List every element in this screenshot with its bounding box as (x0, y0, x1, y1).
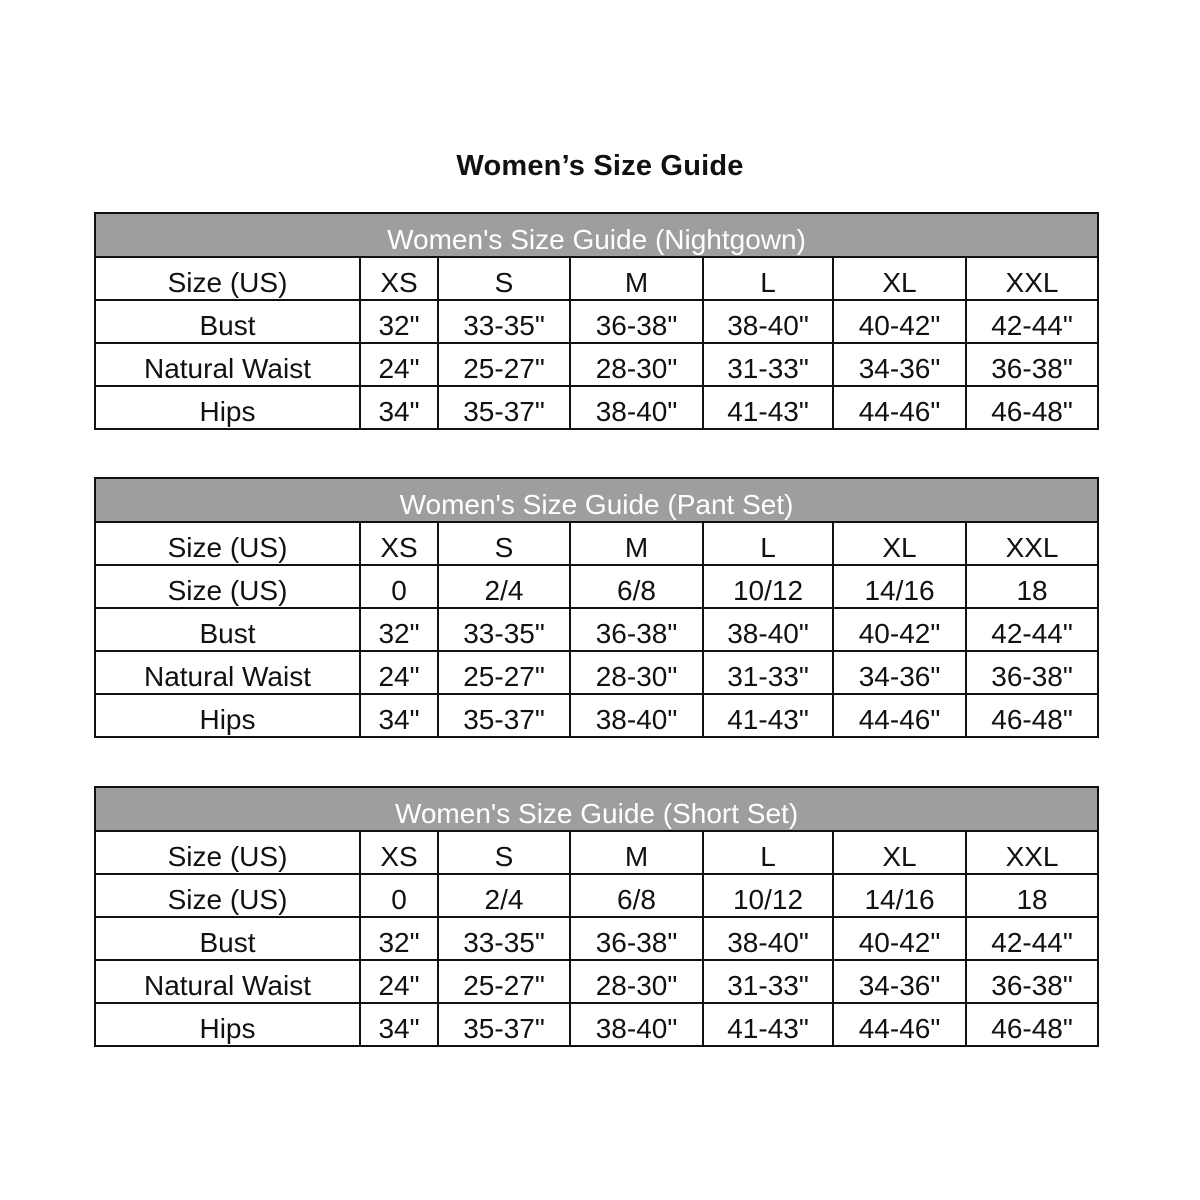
table-cell: 10/12 (703, 874, 833, 917)
size-table-nightgown (94, 212, 1099, 430)
table-cell: 28-30" (570, 651, 703, 694)
table-cell: 31-33" (703, 960, 833, 1003)
table-cell: 32" (360, 300, 438, 343)
table-cell: 33-35" (438, 917, 570, 960)
table-cell: M (570, 522, 703, 565)
table-cell: S (438, 831, 570, 874)
table-row (95, 831, 1098, 874)
row-label: Size (US) (95, 522, 360, 565)
table-cell: 36-38" (570, 917, 703, 960)
table-cell: 38-40" (570, 694, 703, 737)
table-cell: 25-27" (438, 343, 570, 386)
table-cell: XXL (966, 522, 1098, 565)
table-cell: 41-43" (703, 1003, 833, 1046)
table-cell: 38-40" (703, 917, 833, 960)
table-cell: 24" (360, 343, 438, 386)
row-label: Size (US) (95, 831, 360, 874)
size-table-short-set (94, 786, 1099, 1047)
table-row (95, 300, 1098, 343)
table-cell: 6/8 (570, 874, 703, 917)
table-cell: XXL (966, 257, 1098, 300)
table-cell: L (703, 257, 833, 300)
table-cell: 44-46" (833, 386, 966, 429)
table-cell: 35-37" (438, 386, 570, 429)
table-cell: 44-46" (833, 694, 966, 737)
table-caption: Women's Size Guide (Short Set) (95, 787, 1098, 831)
table-cell: 25-27" (438, 960, 570, 1003)
table-cell: 36-38" (966, 651, 1098, 694)
table-row (95, 386, 1098, 429)
table-row (95, 522, 1098, 565)
table-cell: 0 (360, 565, 438, 608)
table-cell: 34-36" (833, 651, 966, 694)
table-cell: 44-46" (833, 1003, 966, 1046)
table-cell: 46-48" (966, 1003, 1098, 1046)
row-label: Size (US) (95, 565, 360, 608)
table-row (95, 694, 1098, 737)
table-caption-row (95, 478, 1098, 522)
table-caption-row (95, 787, 1098, 831)
table-cell: 34" (360, 694, 438, 737)
table-cell: 46-48" (966, 386, 1098, 429)
table-cell: XS (360, 522, 438, 565)
table-cell: 28-30" (570, 343, 703, 386)
table-cell: 33-35" (438, 608, 570, 651)
table-cell: 38-40" (570, 386, 703, 429)
table-cell: L (703, 831, 833, 874)
row-label: Bust (95, 917, 360, 960)
size-table-pant-set (94, 477, 1099, 738)
table-cell: 24" (360, 960, 438, 1003)
table-cell: 0 (360, 874, 438, 917)
table-cell: 31-33" (703, 651, 833, 694)
table-row (95, 651, 1098, 694)
table-cell: 36-38" (570, 608, 703, 651)
table-cell: 14/16 (833, 565, 966, 608)
table-cell: 40-42" (833, 608, 966, 651)
table-cell: 42-44" (966, 917, 1098, 960)
row-label: Natural Waist (95, 960, 360, 1003)
row-label: Hips (95, 694, 360, 737)
table-cell: 31-33" (703, 343, 833, 386)
table-cell: XS (360, 257, 438, 300)
table-cell: 36-38" (966, 960, 1098, 1003)
table-cell: S (438, 257, 570, 300)
table-cell: 14/16 (833, 874, 966, 917)
table-cell: 18 (966, 874, 1098, 917)
table-cell: M (570, 257, 703, 300)
table-cell: 36-38" (966, 343, 1098, 386)
table-caption: Women's Size Guide (Pant Set) (95, 478, 1098, 522)
table-cell: S (438, 522, 570, 565)
table-cell: 36-38" (570, 300, 703, 343)
table-cell: 35-37" (438, 694, 570, 737)
table-cell: 28-30" (570, 960, 703, 1003)
table-row (95, 1003, 1098, 1046)
table-cell: 42-44" (966, 608, 1098, 651)
row-label: Size (US) (95, 874, 360, 917)
table-cell: 42-44" (966, 300, 1098, 343)
table-cell: 41-43" (703, 386, 833, 429)
table-cell: 40-42" (833, 300, 966, 343)
table-row (95, 960, 1098, 1003)
row-label: Natural Waist (95, 343, 360, 386)
table-cell: 18 (966, 565, 1098, 608)
row-label: Size (US) (95, 257, 360, 300)
row-label: Bust (95, 608, 360, 651)
table-cell: 38-40" (570, 1003, 703, 1046)
table-cell: 34-36" (833, 960, 966, 1003)
table-cell: 34-36" (833, 343, 966, 386)
table-caption: Women's Size Guide (Nightgown) (95, 213, 1098, 257)
table-cell: 40-42" (833, 917, 966, 960)
table-cell: 6/8 (570, 565, 703, 608)
table-cell: 2/4 (438, 874, 570, 917)
table-cell: 24" (360, 651, 438, 694)
table-cell: XL (833, 522, 966, 565)
table-cell: 34" (360, 1003, 438, 1046)
table-cell: 2/4 (438, 565, 570, 608)
table-caption-row (95, 213, 1098, 257)
table-cell: L (703, 522, 833, 565)
row-label: Hips (95, 386, 360, 429)
table-row (95, 917, 1098, 960)
table-row (95, 257, 1098, 300)
table-cell: XXL (966, 831, 1098, 874)
page-title: Women’s Size Guide (456, 150, 744, 182)
table-cell: 10/12 (703, 565, 833, 608)
table-cell: 41-43" (703, 694, 833, 737)
table-cell: 25-27" (438, 651, 570, 694)
table-cell: 46-48" (966, 694, 1098, 737)
table-cell: 38-40" (703, 300, 833, 343)
table-cell: XL (833, 831, 966, 874)
table-cell: 33-35" (438, 300, 570, 343)
table-cell: 32" (360, 608, 438, 651)
table-cell: 34" (360, 386, 438, 429)
table-cell: XS (360, 831, 438, 874)
row-label: Bust (95, 300, 360, 343)
row-label: Hips (95, 1003, 360, 1046)
table-cell: 32" (360, 917, 438, 960)
table-row (95, 565, 1098, 608)
table-row (95, 608, 1098, 651)
table-cell: M (570, 831, 703, 874)
row-label: Natural Waist (95, 651, 360, 694)
table-row (95, 874, 1098, 917)
table-cell: 38-40" (703, 608, 833, 651)
table-row (95, 343, 1098, 386)
table-cell: XL (833, 257, 966, 300)
table-cell: 35-37" (438, 1003, 570, 1046)
